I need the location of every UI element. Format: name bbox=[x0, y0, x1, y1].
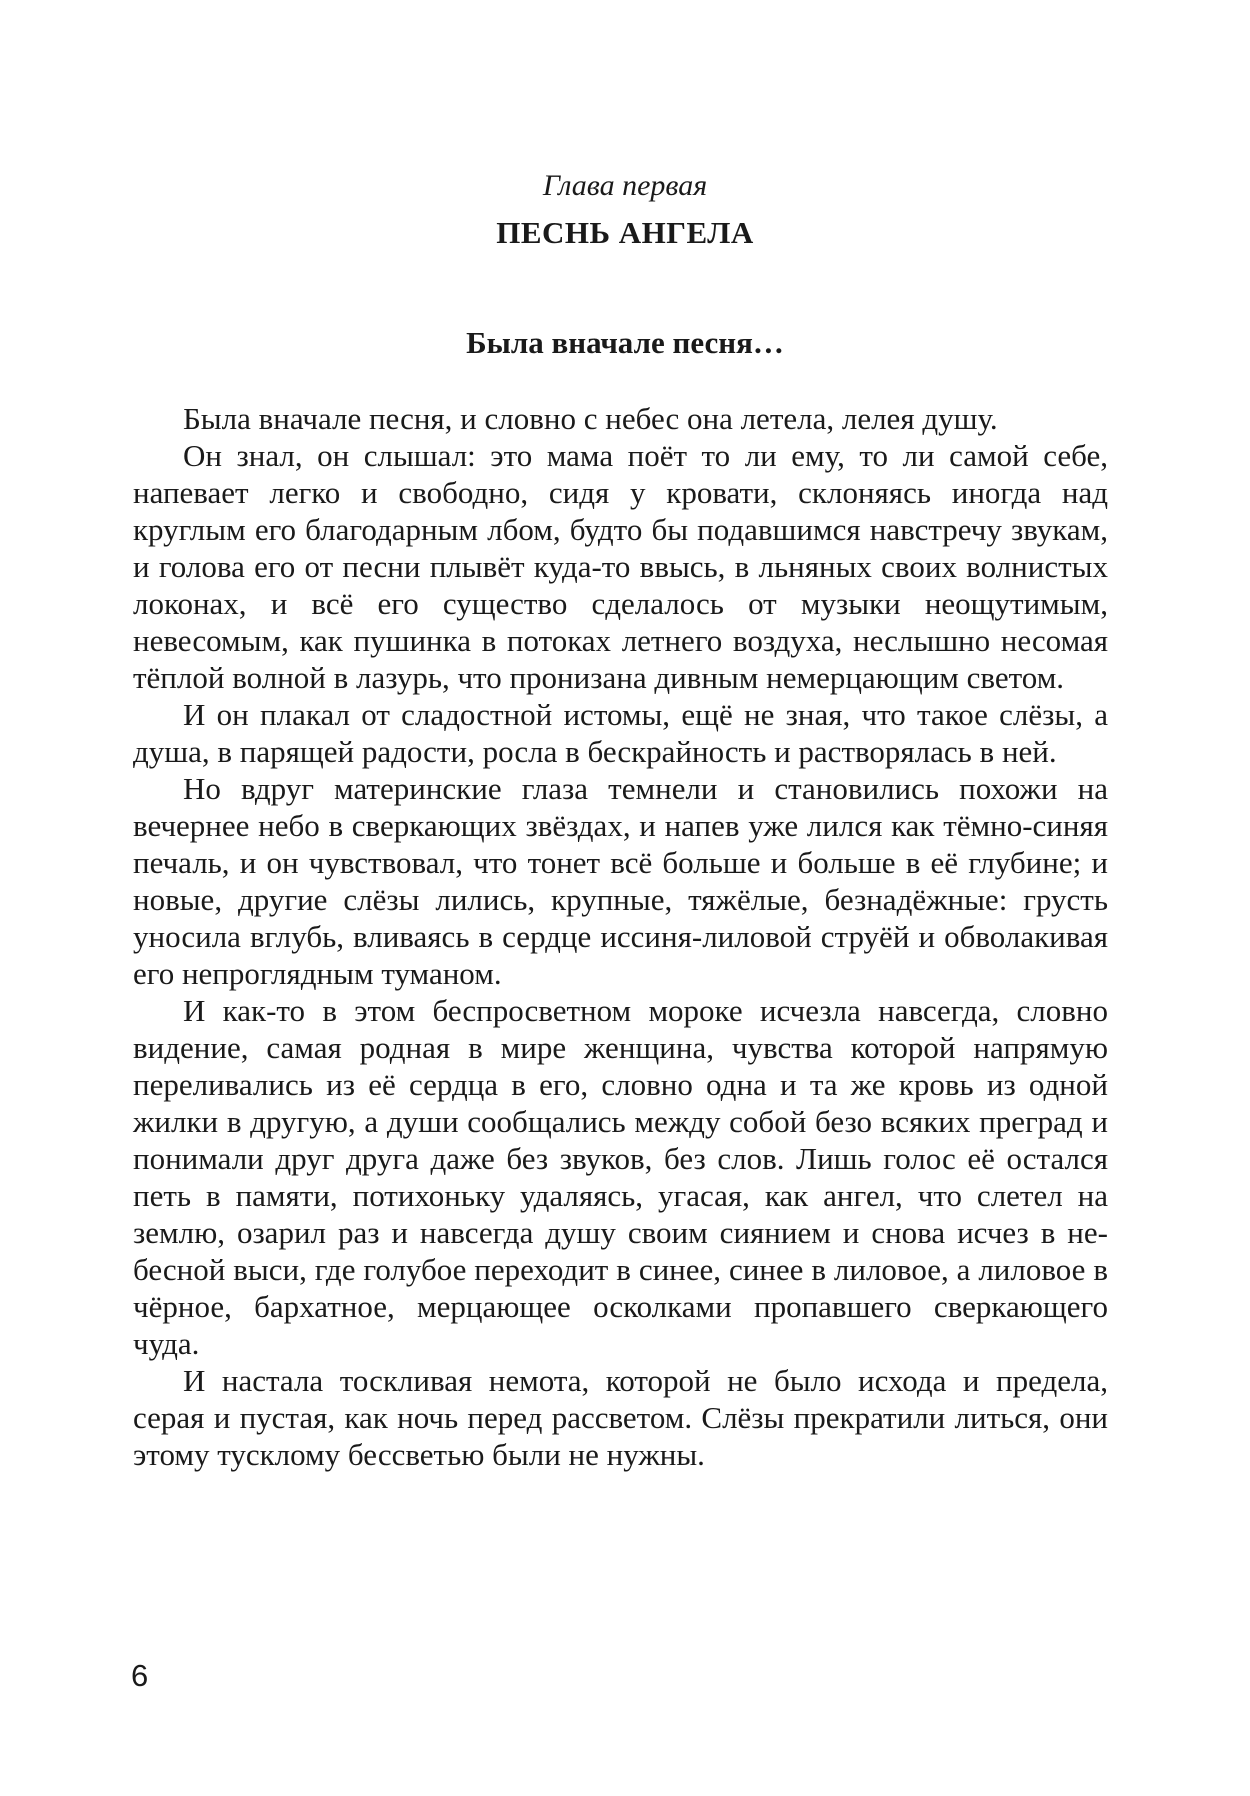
page-number: 6 bbox=[131, 1658, 149, 1693]
section-title: Была вначале песня… bbox=[466, 325, 784, 360]
paragraph: И он плакал от сладостной истомы, ещё не зная, что такое слёзы, а душа, в парящей радости, росла в бескрайность и растворялась в ней. bbox=[133, 697, 1108, 769]
body-text bbox=[133, 400, 1108, 1473]
paragraph: Была вначале песня, и словно с небес она летела, лелея душу. bbox=[183, 401, 998, 436]
paragraph: И настала тоскливая немота, которой не было исхода и предела, серая и пустая, как ночь перед рассветом. Слёзы прекратили литься, они этому тусклому бессветью были не нужны. bbox=[133, 1363, 1108, 1472]
paragraph: Но вдруг материнские глаза темнели и становились похожи на вечернее небо в сверкающих звёздах, и напев уже лился как тёмно-синяя печаль, и он чувствовал, что тонет всё больше и больше в её глубине; и новые, другие слёзы лились, крупные, тяжёлые, безнадёжные: грусть уносила вглубь, вливаясь в сердце иссиня-лиловой струёй и обволакивая его непроглядным туманом. bbox=[133, 771, 1108, 991]
chapter-label: Глава первая bbox=[542, 169, 708, 202]
chapter-title: ПЕСНЬ АНГЕЛА bbox=[496, 215, 754, 250]
paragraph: И как-то в этом беспросветном мороке исчезла навсегда, словно видение, самая родная в мире женщина, чувства которой напрямую переливались из её сердца в его, словно одна и та же кровь из одной жилки в другую, а души сообщались между собой безо всяких преград и понимали друг друга даже без звуков, без слов. Лишь голос её остался петь в памяти, потихоньку удаляясь, угасая, как ангел, что слетел на землю, озарил раз и навсегда душу своим сиянием и снова исчез в небесной выси, где голубое переходит в синее, синее в лиловое, а лиловое в чёрное, бархатное, мерцающее осколками пропавшего сверкающего чуда. bbox=[133, 993, 1108, 1361]
paragraph: Он знал, он слышал: это мама поёт то ли ему, то ли самой себе, напевает легко и свободно, сидя у кровати, склоняясь иногда над круглым его благодарным лбом, будто бы подавшимся навстречу звукам, и голова его от песни плывёт куда-то ввысь, в льняных своих волнистых локонах, и всё его существо сделалось от музыки неощутимым, невесомым, как пушинка в потоках летнего воздуха, неслышно несомая тёплой волной в лазурь, что пронизана дивным немерцающим светом. bbox=[133, 438, 1108, 695]
